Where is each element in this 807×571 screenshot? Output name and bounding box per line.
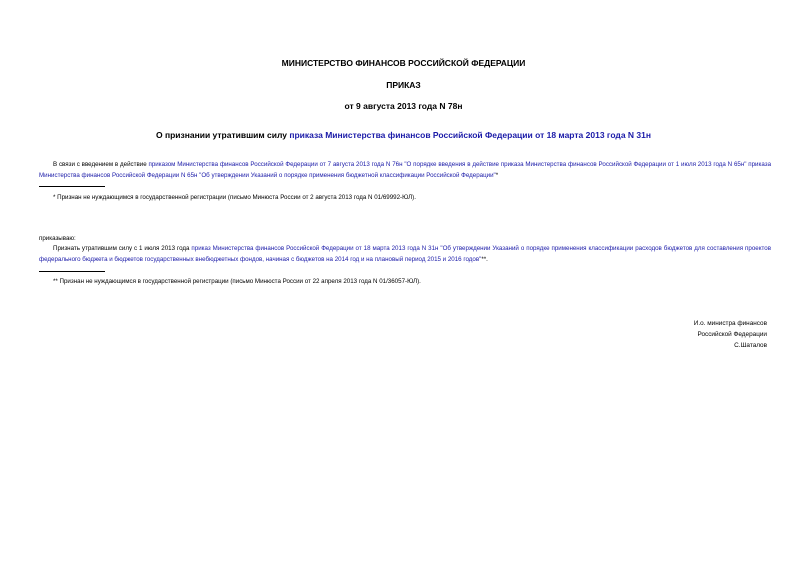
signature-country: Российской Федерации bbox=[697, 331, 767, 338]
ministry-heading: МИНИСТЕРСТВО ФИНАНСОВ РОССИЙСКОЙ ФЕДЕРАЦИИ bbox=[281, 58, 526, 68]
intro-paragraph bbox=[39, 160, 771, 181]
footnote-divider-1 bbox=[39, 186, 105, 187]
order-word: приказываю: bbox=[39, 235, 76, 242]
document-title-link[interactable]: приказа Министерства финансов Российской Федерации от 18 марта 2013 года N 31н bbox=[289, 130, 651, 140]
doc-date-number: от 9 августа 2013 года N 78н bbox=[344, 101, 463, 111]
footnote-divider-2 bbox=[39, 271, 105, 272]
order-footnote-mark: **. bbox=[481, 255, 488, 263]
order-text: Признать утратившим силу с 1 июля 2013 года bbox=[53, 245, 192, 252]
intro-text: В связи с введением в действие bbox=[53, 161, 149, 168]
intro-footnote-mark: * bbox=[495, 171, 499, 179]
footnote-2: ** Признан не нуждающимся в государственной регистрации (письмо Минюста России от 22 апреля 2013 года N 01/36057-ЮЛ). bbox=[53, 278, 421, 285]
doc-type-heading: ПРИКАЗ bbox=[386, 80, 421, 90]
document-title-prefix: О признании утратившим силу bbox=[155, 130, 290, 140]
signature-title: И.о. министра финансов bbox=[693, 320, 767, 327]
document-title bbox=[0, 130, 807, 141]
signature-name: С.Шаталов bbox=[734, 342, 767, 349]
footnote-1: * Признан не нуждающимся в государственной регистрации (письмо Минюста России от 2 августа 2013 года N 01/69992-ЮЛ). bbox=[53, 194, 416, 201]
order-paragraph bbox=[39, 244, 771, 265]
order-revoked-link[interactable]: приказ Министерства финансов Российской Федерации от 18 марта 2013 года N 31н "Об утверждении Указаний о порядке применения классификации расходов бюджетов для составления проектов федерального бюджета и бюджетов государственных внебюджетных фондов, начиная с бюджетов на 2014 год и на плановый период 2015 и 2016 годов" bbox=[39, 245, 771, 263]
intro-order-link[interactable]: приказом Министерства финансов Российской Федерации от 7 августа 2013 года N 76н "О порядке введения в действие приказа Министерства финансов Российской Федерации от 1 июля 2013 года N 65н" приказа Министерства финансов Российской Федерации N 65н "Об утверждении Указаний о порядке применения бюджетной классификации Российской Федерации" bbox=[39, 161, 772, 179]
